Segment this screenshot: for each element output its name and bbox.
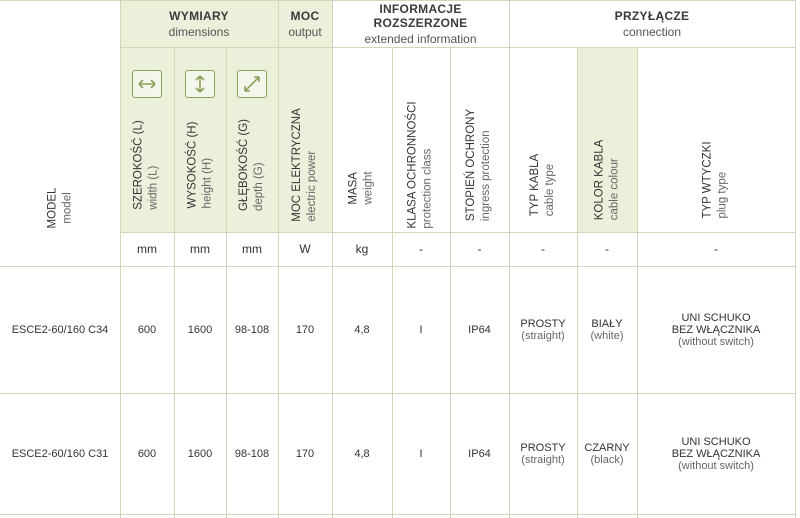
group-output-pl: MOC: [290, 8, 320, 23]
group-extended: [332, 0, 509, 47]
unit-height: mm: [190, 242, 210, 256]
col-cable-type-header: TYP KABLA cable type: [529, 153, 556, 217]
model-header-pl: MODEL: [46, 187, 58, 229]
model-header-en: model: [61, 192, 73, 224]
group-connection-en: connection: [622, 24, 682, 39]
group-connection: [509, 0, 795, 47]
row-class: I: [419, 323, 423, 336]
col-width-header: SZEROKOŚĆ (L) width (L): [133, 120, 160, 210]
row-model: ESCE2-60/160 C34: [11, 323, 109, 336]
unit-width: mm: [137, 242, 157, 256]
row-class: I: [419, 447, 423, 460]
model-header: [0, 150, 120, 266]
group-output-en: output: [288, 24, 322, 39]
col-cable-colour-header: KOLOR KABLA cable colour: [593, 139, 621, 221]
unit-ip: -: [477, 242, 482, 256]
row-weight: 4,8: [354, 323, 370, 336]
row-depth: 98-108: [234, 323, 270, 336]
group-dimensions-pl: WYMIARY: [169, 8, 229, 23]
group-extended-en: extended information: [364, 31, 477, 46]
unit-cable-type: -: [541, 242, 545, 256]
unit-power: W: [299, 242, 311, 256]
row-cable-colour: BIAŁY (white): [590, 317, 624, 342]
row-cable-type: PROSTY (straight): [520, 317, 566, 342]
horizontal-arrows-icon: [132, 70, 162, 98]
row-weight: 4,8: [354, 447, 370, 460]
unit-plug-type: -: [714, 242, 718, 256]
row-height: 1600: [187, 323, 213, 336]
group-connection-pl: PRZYŁĄCZE: [614, 8, 690, 23]
diagonal-arrows-icon: [237, 70, 267, 98]
row-cable-type: PROSTY (straight): [520, 441, 566, 466]
group-extended-pl: INFORMACJE ROZSZERZONE: [373, 1, 468, 30]
row-power: 170: [295, 323, 315, 336]
table-row: [0, 266, 120, 393]
vertical-arrows-icon: [185, 70, 215, 98]
col-ip-header: STOPIEŃ OCHRONY ingress protection: [465, 108, 493, 222]
row-width: 600: [137, 323, 157, 336]
col-weight-header: MASA weight: [348, 170, 375, 205]
row-power: 170: [295, 447, 315, 460]
col-depth-header: GŁĘBOKOŚĆ (G) depth (G): [238, 118, 265, 212]
row-cable-colour: CZARNY (black): [584, 441, 630, 466]
col-class-header: KLASA OCHRONNOŚCI protection class: [407, 101, 435, 229]
group-dimensions: [120, 0, 278, 47]
row-plug-type: UNI SCHUKO BEZ WŁĄCZNIKA (without switch): [671, 311, 761, 348]
group-dimensions-en: dimensions: [168, 24, 230, 39]
row-ip: IP64: [468, 447, 491, 460]
row-width: 600: [137, 447, 157, 460]
table-row: [0, 393, 120, 514]
row-height: 1600: [187, 447, 213, 460]
unit-class: -: [419, 242, 423, 256]
col-plug-type-header: TYP WTYCZKI plug type: [701, 141, 729, 219]
group-output: [278, 0, 332, 47]
col-power-header: MOC ELEKTRYCZNA electric power: [291, 108, 318, 222]
unit-cable-colour: -: [605, 242, 609, 256]
row-plug-type: UNI SCHUKO BEZ WŁĄCZNIKA (without switch): [671, 435, 761, 472]
row-ip: IP64: [468, 323, 491, 336]
unit-weight: kg: [355, 242, 369, 256]
row-depth: 98-108: [234, 447, 270, 460]
row-model: ESCE2-60/160 C31: [11, 447, 109, 460]
unit-depth: mm: [242, 242, 262, 256]
col-height-header: WYSOKOŚĆ (H) height (H): [186, 121, 214, 209]
